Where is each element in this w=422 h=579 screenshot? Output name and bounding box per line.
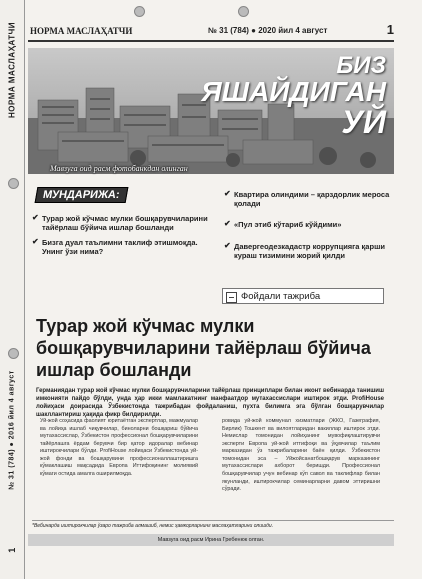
slogan-line-1: БИЗ — [336, 52, 386, 79]
contents-tag: МУНДАРИЖА: — [35, 187, 128, 203]
feature-label — [222, 288, 384, 304]
contents-item-text: Турар жой кўчмас мулки бошқарувчиларини тайёрлаш бўйича ишлар бошланди — [42, 214, 208, 233]
slogan-line-3: УЙ — [341, 104, 386, 140]
footnote: *Вебинарда иштирокчилар ўзаро тажриба алмашиб, немис ҳамкорларнинг маслаҳатларини олишди. — [32, 520, 394, 529]
contents-item[interactable] — [32, 213, 212, 233]
brand-title: НОРМА МАСЛАҲАТЧИ — [30, 26, 133, 36]
contents-item-text: Бизга дуал таълимни таклиф этишмоқда. Унинг ўзи нима? — [42, 238, 198, 257]
table-of-contents — [28, 182, 394, 274]
feature-label-text: Фойдали тажриба — [241, 291, 321, 302]
spine-issue: № 31 (784) ● 2016 йил 4 август — [8, 370, 16, 490]
contents-item-text: «Пул этиб кўтариб кўйдими» — [234, 220, 342, 229]
photo-caption: Мавзуга оид расм фотобанкдан олинган — [50, 164, 188, 173]
spine-page-number: 1 — [7, 547, 17, 553]
page-number: 1 — [386, 22, 394, 37]
contents-item-text: Квартира олиндими – қарздорлик мероса қолади — [234, 190, 390, 209]
article-column-left: Уй-жой соҳасида фаолият юритаётган экспертлар, мажмуалар ва лойиҳа ишлаб чиқувчилар, биноларни бошқариш бўйича мутахассислар, Ўзбекистон профессионал бошқарувчиларини тайёрлашга ёрдам берувчи бир қатор идоралар вебинар иштирокчилари бўлди. ProfiHouse лойиҳаси Ўзбекистонда уй-жой фонди ва бошқарувини профессионаллаштиришга кўмаклашиш мақсадида Европа Иттифоқининг молиявий кўмаги остида амалга оширилмоқда. — [40, 418, 198, 477]
slogan — [201, 54, 386, 138]
article-column-right: ровида уй-жой коммунал хизматлари (ЖКО, Газеграфия, Бирлик) Тошкент ва вилоятларидан вакиллар иштирок этди. Немислар томонидан лойиҳанинг мувофиқлаштирувчи эксперти Европа уй-жой иттифоқи ва ўқувчилар таълим марказидан ўз тажрибаларини баён қилди. Ўзбекистон томонидан эса – Уйжойсанатбошқарув марказининг мутахассислари ахборот беришди. Профессионал бошқарувчилар учун вебинар кўп савол ва таклифлар билан якунланди, иштирокчилар семинарларни давом эттиришни сўради. — [222, 418, 380, 493]
contents-item[interactable] — [32, 237, 212, 257]
binder-hole — [8, 178, 19, 189]
spine — [0, 0, 25, 579]
binder-hole — [8, 348, 19, 359]
minus-box-icon — [226, 292, 237, 303]
contents-item[interactable] — [224, 219, 390, 229]
contents-item-text: Давергеодезкадастр коррупцияга қарши кураш тизимини жорий қилди — [234, 242, 385, 261]
slogan-line-2: ЯШАЙДИГАН — [201, 76, 386, 107]
check-icon: ✔ — [224, 241, 231, 250]
contents-item[interactable] — [224, 189, 390, 209]
check-icon: ✔ — [224, 189, 231, 198]
spine-brand: НОРМА МАСЛАҲАТЧИ — [7, 21, 17, 119]
article-headline: Турар жой кўчмас мулки бошқарувчиларини тайёрлаш бўйича ишлар бошланди — [36, 316, 371, 380]
check-icon: ✔ — [224, 219, 231, 228]
issue-line: № 31 (784) ● 2020 йил 4 август — [208, 26, 328, 35]
photo-credit: Мавзуга оид расм Ирина Гребенюк олган. — [28, 534, 394, 546]
article-lead: Германиядан турар жой кўчмас мулки бошқарувчиларини тайёрлаш принциплари билан иконт вебинарда танишиш имконияти пайдо бўлди, унда ҳар икки мамлакатнинг манфаатдор мутахассислари иштирок этди. ProfiHouse лойиҳаси доирасида Ўзбекистонда тажрибадан фойдаланиш, пухта билимга эга бўлган бошқарувчилар шакллантириш ҳақида фикр билдирилди. — [36, 388, 384, 419]
page-header — [28, 22, 394, 42]
contents-item[interactable] — [224, 241, 390, 261]
check-icon: ✔ — [32, 213, 39, 222]
check-icon: ✔ — [32, 237, 39, 246]
binder-hole — [134, 6, 145, 17]
binder-hole — [238, 6, 249, 17]
